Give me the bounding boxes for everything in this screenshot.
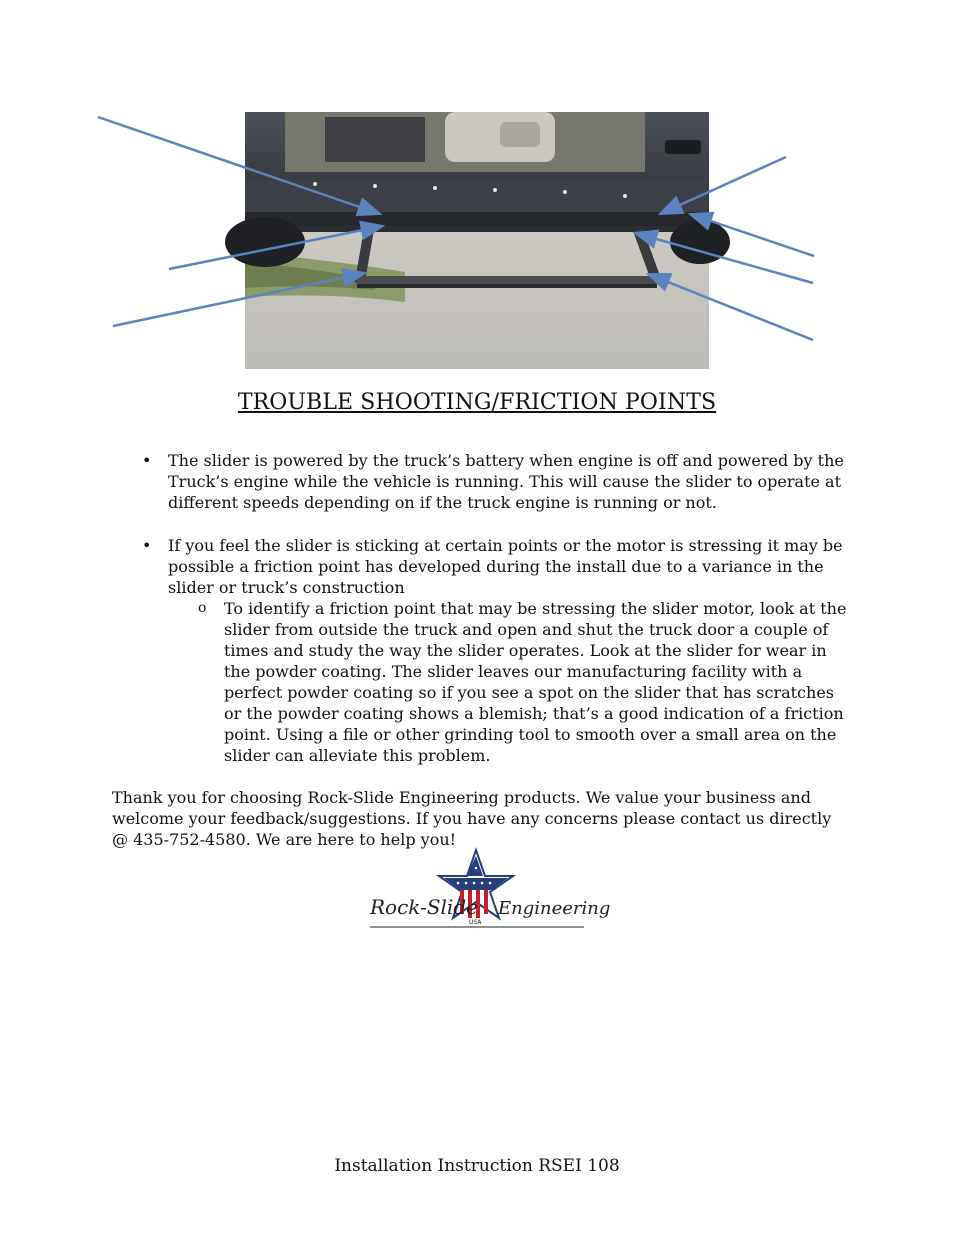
bullet-marker: • [142,536,152,555]
sub-bullet-item-identify: To identify a friction point that may be stressing the slider motor, look at the slider from outside the truck and open and shut the truck door a couple of times and study the way the slider operates. Look at the slider for wear in the powder coating. The slider leaves our manufacturing facility with a perfect powder coating so if you see a spot on the slider that has scratches or the powder coating shows a blemish; that’s a good indication of a friction point. Using a file or other grinding tool to smooth over a small area on the slider can alleviate this problem. [224,599,847,765]
truck-slider-photo [245,112,709,369]
photo-illustration [245,112,709,369]
sub-bullet-marker: o [198,600,207,616]
page-footer: Installation Instruction RSEI 108 [334,1156,620,1176]
section-heading: TROUBLE SHOOTING/FRICTION POINTS [237,390,717,415]
logo-graphic [368,848,611,930]
bullet-item-power: The slider is powered by the truck’s battery when engine is off and powered by the Truck’s engine while the vehicle is running. This will cause the slider to operate at different speeds depending on if the truck engine is running or not. [168,451,844,512]
thank-you-paragraph: Thank you for choosing Rock-Slide Engineering products. We value your business and welcome your feedback/suggestions. If you have any concerns please contact us directly @ 435-752-4580. We are here to help you! [112,788,832,849]
logo-left-text: Rock-Slide [370,895,478,919]
rock-slide-logo [368,848,611,930]
bullet-marker: • [142,451,152,470]
bullet-item-friction: If you feel the slider is sticking at certain points or the motor is stressing it may be possible a friction point has developed during the install due to a variance in the slider or truck’s construction [168,536,843,597]
logo-right-text: Engineering [498,898,611,919]
logo-badge-text: USA [469,919,482,926]
